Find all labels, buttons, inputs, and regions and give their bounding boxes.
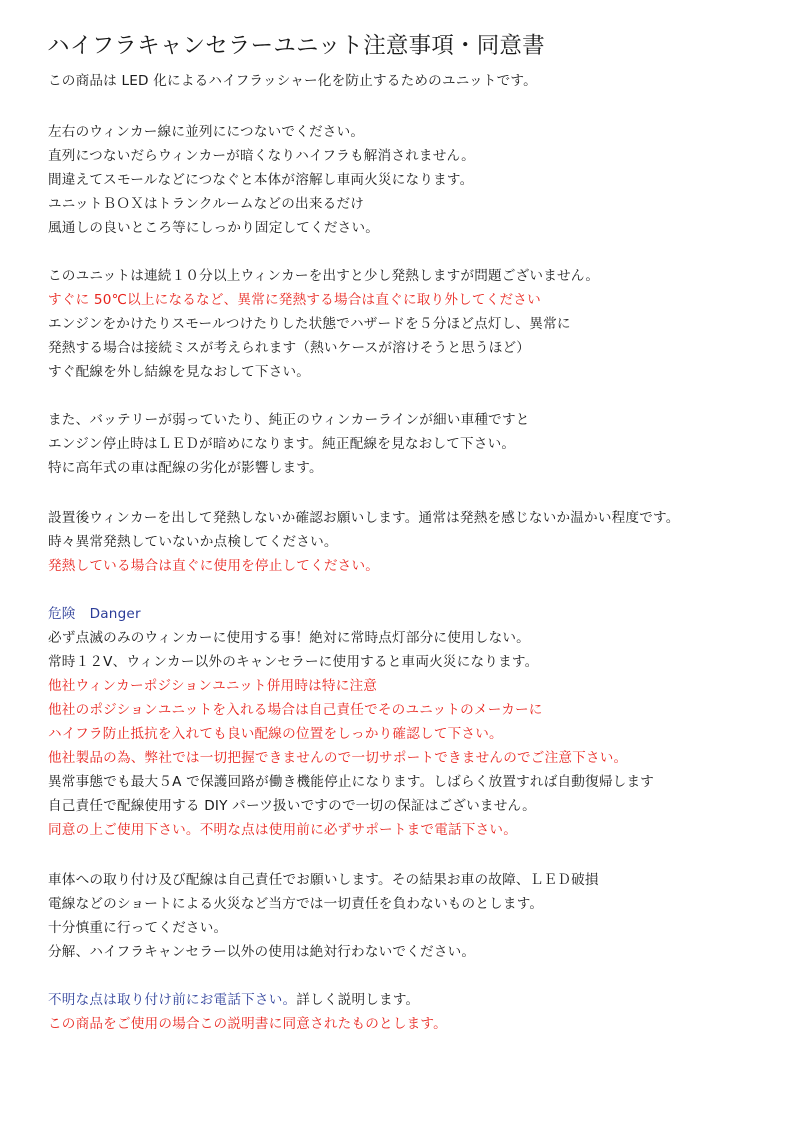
section2-line: このユニットは連続１０分以上ウィンカーを出すと少し発熱しますが問題ございません。 <box>48 268 600 284</box>
danger-warning-line: 他社製品の為、弊社では一切把握できませんので一切サポートできませんのでご注意下さい。 <box>48 750 628 766</box>
danger-warning-line: 他社ウィンカーポジションユニット併用時は特に注意 <box>48 678 378 694</box>
document-title: ハイフラキャンセラーユニット注意事項・同意書 <box>47 33 545 59</box>
closing-consent-line: この商品をご使用の場合この説明書に同意されたものとします。 <box>48 1016 447 1032</box>
danger-warning-line: 他社のポジションユニットを入れる場合は自己責任でそのユニットのメーカーに <box>48 702 543 718</box>
danger-line: 必ず点滅のみのウィンカーに使用する事！絶対に常時点灯部分に使用しない。 <box>48 630 530 646</box>
danger-line: 自己責任で配線使用する DIY パーツ扱いですので一切の保証はございません。 <box>48 798 536 814</box>
danger-line: 常時１２V、ウィンカー以外のキャンセラーに使用すると車両火災になります。 <box>48 654 539 670</box>
danger-warning-line: 同意の上ご使用下さい。不明な点は使用前に必ずサポートまで電話下さい。 <box>48 822 517 838</box>
section2-line: すぐ配線を外し結線を見なおして下さい。 <box>48 364 311 380</box>
closing-contact-line <box>48 990 419 1010</box>
danger-heading-en: Danger <box>89 606 141 622</box>
section4-warning-line: 発熱している場合は直ぐに使用を停止してください。 <box>48 558 380 574</box>
section1-line: 直列につないだらウィンカーが暗くなりハイフラも解消されません。 <box>48 148 475 164</box>
section6-line: 分解、ハイフラキャンセラー以外の使用は絶対行わないでください。 <box>48 944 476 960</box>
closing-contact-black: 詳しく説明します。 <box>296 992 420 1008</box>
danger-line: 異常事態でも最大５A で保護回路が働き機能停止になります。しばらく放置すれば自動復帰します <box>48 774 655 790</box>
intro-text: この商品は LED 化によるハイフラッシャー化を防止するためのユニットです。 <box>48 73 537 89</box>
closing-contact-blue: 不明な点は取り付け前にお電話下さい。 <box>48 992 297 1008</box>
section6-line: 車体への取り付け及び配線は自己責任でお願いします。その結果お車の故障、ＬＥＤ破損 <box>48 872 599 888</box>
section1-line: 風通しの良いところ等にしっかり固定してください。 <box>48 220 380 236</box>
section4-line: 時々異常発熱していないか点検してください。 <box>48 534 338 550</box>
section4-line: 設置後ウィンカーを出して発熱しないか確認お願いします。通常は発熱を感じないか温かい程度です。 <box>48 510 680 526</box>
section1-line: ユニットＢＯＸはトランクルームなどの出来るだけ <box>48 196 365 212</box>
section6-line: 十分慎重に行ってください。 <box>48 920 228 936</box>
danger-heading <box>48 604 141 624</box>
section1-line: 左右のウィンカー線に並列ににつないでください。 <box>48 124 365 140</box>
section3-line: また、バッテリーが弱っていたり、純正のウィンカーラインが細い車種ですと <box>48 412 530 428</box>
section3-line: 特に高年式の車は配線の劣化が影響します。 <box>48 460 323 476</box>
section6-line: 電線などのショートによる火災など当方では一切責任を負わないものとします。 <box>48 896 544 912</box>
section2-line: エンジンをかけたりスモールつけたりした状態でハザードを５分ほど点灯し、異常に <box>48 316 571 332</box>
danger-warning-line: ハイフラ防止抵抗を入れても良い配線の位置をしっかり確認して下さい。 <box>48 726 503 742</box>
section2-line: 発熱する場合は接続ミスが考えられます（熱いケースが溶けそうと思うほど） <box>48 340 531 356</box>
section1-line: 間違えてスモールなどにつなぐと本体が溶解し車両火災になります。 <box>48 172 474 188</box>
section3-line: エンジン停止時はＬＥＤが暗めになります。純正配線を見なおして下さい。 <box>48 436 516 452</box>
section2-warning-line: すぐに 50℃以上になるなど、異常に発熱する場合は直ぐに取り外してください <box>48 292 541 308</box>
danger-heading-jp: 危険 <box>48 606 76 622</box>
